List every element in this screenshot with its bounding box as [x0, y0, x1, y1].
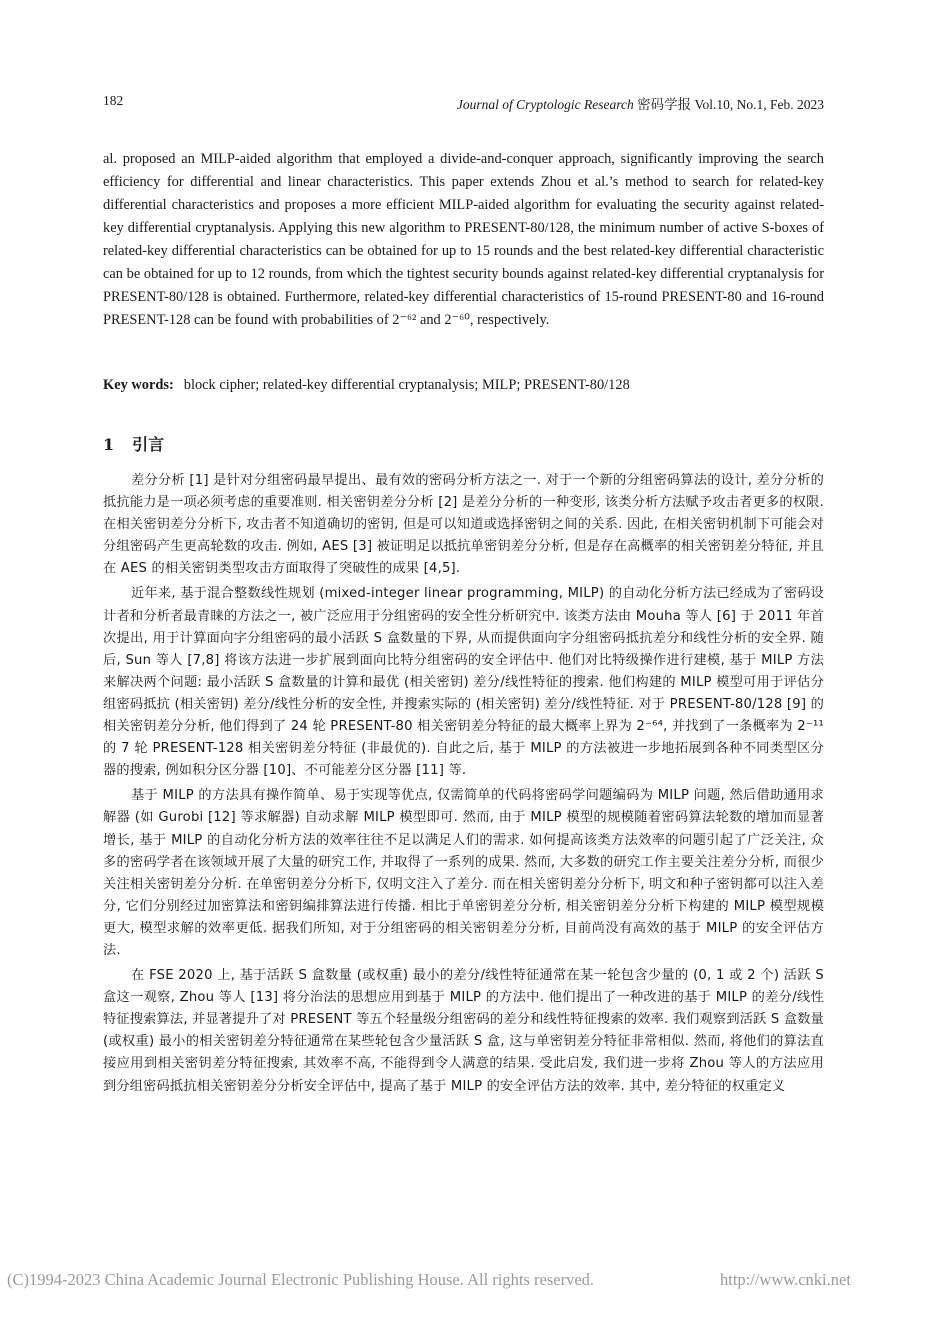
- copyright-notice: (C)1994-2023 China Academic Journal Electronic Publishing House. All rights reserved.: [7, 1270, 595, 1289]
- paragraph: 差分分析 [1] 是针对分组密码最早提出、最有效的密码分析方法之一. 对于一个新的分组密码算法的设计, 差分分析的抵抗能力是一项必须考虑的重要准则. 相关密钥差分分析 [2] 是差分分析的一种变形, 该类分析方法赋予攻击者更多的权限. 在相关密钥差分分析下, 攻击者不知道确切的密钥, 但是可以知道或选择密钥之间的关系. 因此, 在相关密钥机制下可能会对分组密码产生更高轮数的攻击. 例如, AES [3] 被证明足以抵抗单密钥差分分析, 但是存在高概率的相关密钥差分特征, 并且在 AES 的相关密钥类型攻击方面取得了突破性的成果 [4,5].: [103, 473, 824, 577]
- keywords-label: Key words:: [103, 377, 174, 393]
- paragraph: 基于 MILP 的方法具有操作简单、易于实现等优点, 仅需简单的代码将密码学问题编码为 MILP 问题, 然后借助通用求解器 (如 Gurobi [12] 等求解器) 自动求解 MILP 模型即可. 然而, 由于 MILP 模型的规模随着密码算法轮数的增加而显著增长, 基于 MILP 的自动化分析方法的效率往往不足以满足人们的需求. 如何提高该类方法效率的问题引起了广泛关注, 众多的密码学者在该领域开展了大量的研究工作, 并取得了一系列的成果. 然而, 大多数的研究工作主要关注差分分析, 而很少关注相关密钥差分分析. 在单密钥差分分析下, 仅明文注入了差分. 而在相关密钥差分分析下, 明文和种子密钥都可以注入差分, 它们分别经过加密算法和密钥编排算法进行传播. 相比于单密钥差分分析, 相关密钥差分分析下构建的 MILP 模型规模更大, 模型求解的效率更低. 据我们所知, 对于分组密码的相关密钥差分分析, 目前尚没有高效的基于 MILP 的安全评估方法.: [103, 788, 824, 958]
- paragraph: 在 FSE 2020 上, 基于活跃 S 盒数量 (或权重) 最小的差分/线性特征通常在某一轮包含少量的 (0, 1 或 2 个) 活跃 S 盒这一观察, Zhou 等人 [13] 将分治法的思想应用到基于 MILP 的方法中. 他们提出了一种改进的基于 MILP 的差分/线性特征搜索算法, 并显著提升了对 PRESENT 等五个轻量级分组密码的差分和线性特征搜索的效率. 我们观察到活跃 S 盒数量 (或权重) 最小的相关密钥差分特征通常在某些轮包含少量活跃 S 盒, 这与单密钥差分特征非常相似. 然而, 将他们的算法直接应用到相关密钥差分特征搜索, 其效率不高, 不能得到令人满意的结果. 受此启发, 我们进一步将 Zhou 等人的方法应用到分组密码抵抗相关密钥差分分析安全评估中, 提高了基于 MILP 的安全评估方法的效率. 其中, 差分特征的权重定义: [103, 968, 824, 1094]
- journal-issue: Vol.10, No.1, Feb. 2023: [694, 97, 824, 112]
- section-title: 引言: [132, 435, 165, 454]
- page-number: 182: [103, 93, 124, 108]
- journal-name: Journal of Cryptologic Research: [456, 97, 634, 112]
- section-heading: [103, 432, 164, 455]
- keywords: [103, 377, 824, 394]
- body-text: [103, 470, 824, 1101]
- footer-url[interactable]: http://www.cnki.net: [720, 1270, 851, 1289]
- section-number: 1: [103, 435, 115, 454]
- running-header: [103, 93, 824, 113]
- paragraph: 近年来, 基于混合整数线性规划 (mixed-integer linear programming, MILP) 的自动化分析方法已经成为了密码设计者和分析者最青睐的方法之一, 被广泛应用于分组密码的安全性分析研究中. 该类方法由 Mouha 等人 [6] 于 2011 年首次提出, 用于计算面向字分组密码的最小活跃 S 盒数量的下界, 从而提供面向字分组密码抵抗差分和线性分析的安全界. 随后, Sun 等人 [7,8] 将该方法进一步扩展到面向比特分组密码的安全评估中. 他们对比特级操作进行建模, 基于 MILP 方法来解决两个问题: 最小活跃 S 盒数量的计算和最优 (相关密钥) 差分/线性特征的搜索. 他们构建的 MILP 模型可用于评估分组密码抵抗 (相关密钥) 差分/线性分析的安全性, 并搜索实际的 (相关密钥) 差分/线性特征. 对于 PRESENT-80/128 [9] 的相关密钥差分分析, 他们得到了 24 轮 PRESENT-80 相关密钥差分特征的最大概率上界为 2⁻⁶⁴, 并找到了一条概率为 2⁻¹¹ 的 7 轮 PRESENT-128 相关密钥差分特征 (非最优的). 自此之后, 基于 MILP 的方法被进一步地拓展到各种不同类型区分器的搜索, 例如积分区分器 [10]、不可能差分区分器 [11] 等.: [103, 586, 824, 779]
- abstract-text: al. proposed an MILP-aided algorithm that employed a divide-and-conquer approach, significantly improving the search efficiency for differential and linear characteristics. This paper extends Zhou et al.’s method to search for related-key differential characteristics and proposes a more efficient MILP-aided algorithm for evaluating the security against related-key differential cryptanalysis. Applying this new algorithm to PRESENT-80/128, the minimum number of active S-boxes of related-key differential characteristics can be obtained for up to 15 rounds and the best related-key differential characteristic can be obtained for up to 12 rounds, from which the tightest security bounds against related-key differential cryptanalysis for PRESENT-80/128 is obtained. Furthermore, related-key differential characteristics of 15-round PRESENT-80 and 16-round PRESENT-128 can be found with probabilities of 2⁻⁶² and 2⁻⁶⁰, respectively.: [103, 151, 824, 328]
- journal-info: [457, 93, 824, 113]
- journal-name-cn: 密码学报: [637, 97, 692, 112]
- keywords-value: block cipher; related-key differential cryptanalysis; MILP; PRESENT-80/128: [183, 377, 630, 393]
